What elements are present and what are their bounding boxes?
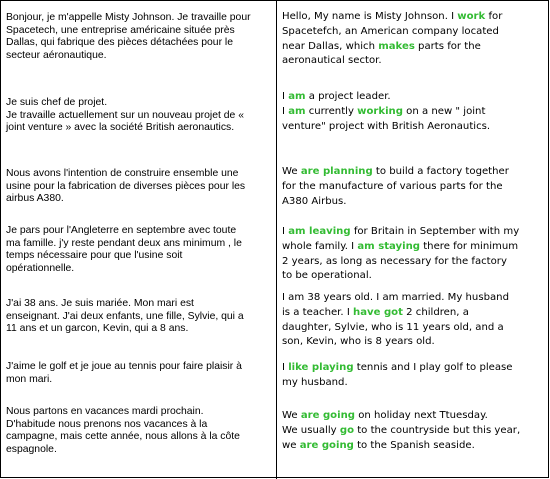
english-text-line xyxy=(282,255,546,270)
text-segment: on a new " joint xyxy=(402,105,486,117)
highlighted-verb: like playing xyxy=(288,362,354,373)
english-text-line xyxy=(282,90,546,105)
highlighted-verb: go xyxy=(339,424,355,436)
french-text-line: Bonjour, je m'appelle Misty Johnson. Je travaille pour xyxy=(6,12,251,23)
french-text-line: 11 ans et un garcon, Kevin, qui a 8 ans. xyxy=(6,323,189,335)
french-text-line: espagnole. xyxy=(6,444,57,456)
english-text-line xyxy=(282,120,546,135)
text-segment: for the manufacture of various parts for the xyxy=(282,180,503,192)
text-segment: Hello, My name is Misty Johnson. I xyxy=(282,11,458,22)
english-text-line xyxy=(282,269,546,284)
english-text-cell xyxy=(282,361,546,391)
highlighted-verb: have got xyxy=(353,306,403,318)
english-text-line xyxy=(282,25,546,40)
english-text-line xyxy=(282,361,546,376)
text-segment: to build a factory together xyxy=(372,166,509,177)
text-segment: A380 Airbus. xyxy=(282,195,347,207)
text-segment: to the countryside but this year, xyxy=(354,424,521,436)
text-segment: parts for the xyxy=(414,40,481,52)
text-segment: whole family. I xyxy=(282,240,358,252)
french-text-line: D'habitude nous prenons nos vacances à la xyxy=(6,418,208,430)
french-text-line: ma famille. j'y reste pendant deux ans minimum , le xyxy=(6,237,242,249)
french-text-line: Je travaille actuellement sur un nouveau projet de « xyxy=(6,109,244,121)
french-text-cell xyxy=(6,298,270,336)
french-text-line: Dallas, qui fabrique des pièces détachées pour le xyxy=(6,37,234,49)
text-segment: son, Kevin, who is 8 years old. xyxy=(282,336,435,348)
text-segment: I xyxy=(282,91,289,102)
english-text-line xyxy=(282,335,546,350)
french-text-cell xyxy=(6,361,270,386)
french-text-line: usine pour la fabrication de diverses pièces pour les xyxy=(6,180,246,192)
text-segment: on holiday next Ttuesday. xyxy=(355,410,488,421)
french-text-line: Nous avons l'intention de construire ensemble une xyxy=(6,168,239,179)
text-segment: to the Spanish seaside. xyxy=(353,439,475,451)
english-text-line xyxy=(282,10,546,25)
english-text-line xyxy=(282,225,546,240)
french-text-line: temps nécessaire pour que l'usine soit xyxy=(6,250,183,262)
english-text-line xyxy=(282,439,546,454)
english-text-line xyxy=(282,40,546,55)
text-segment: for xyxy=(485,11,503,22)
english-text-line xyxy=(282,291,546,306)
highlighted-verb: am staying xyxy=(357,240,421,252)
french-text-line: Je pars pour l'Angleterre en septembre avec toute xyxy=(6,225,237,236)
english-text-cell xyxy=(282,409,546,453)
text-segment: we xyxy=(282,439,300,451)
text-segment: 2 children, a xyxy=(402,306,469,318)
english-text-cell xyxy=(282,10,546,69)
column-divider xyxy=(276,1,277,479)
highlighted-verb: work xyxy=(457,11,486,22)
english-text-line xyxy=(282,376,546,391)
french-text-line: enseignant. J'ai deux enfants, une fille, Sylvie, qui a xyxy=(6,310,244,322)
french-text-line: campagne, mais cette année, nous allons à la côte xyxy=(6,431,240,443)
french-text-line: Spacetech, une entreprise américaine située près xyxy=(6,24,235,36)
french-text-line: secteur aéronautique. xyxy=(6,50,107,62)
highlighted-verb: are going xyxy=(299,439,354,451)
highlighted-verb: am leaving xyxy=(288,226,351,237)
french-text-cell xyxy=(6,168,270,206)
text-segment: I xyxy=(282,226,289,237)
text-segment: We usually xyxy=(282,424,340,436)
english-text-line xyxy=(282,409,546,424)
english-text-line xyxy=(282,54,546,69)
text-segment: 2 years, as long as necessary for the factory xyxy=(282,255,507,267)
english-text-line xyxy=(282,165,546,180)
english-text-line xyxy=(282,424,546,439)
english-text-line xyxy=(282,105,546,120)
french-text-cell xyxy=(6,225,270,276)
highlighted-verb: are planning xyxy=(300,166,373,177)
french-text-line: opérationnelle. xyxy=(6,263,75,275)
text-segment: a project leader. xyxy=(305,91,391,102)
text-segment: Spacetefch, an American company located xyxy=(282,25,499,37)
french-text-cell xyxy=(6,406,270,457)
english-text-cell xyxy=(282,165,546,209)
french-text-line: mon mari. xyxy=(6,373,53,385)
english-text-line xyxy=(282,195,546,210)
highlighted-verb: makes xyxy=(378,40,415,52)
french-text-cell xyxy=(6,12,270,63)
highlighted-verb: am xyxy=(288,91,306,102)
english-text-line xyxy=(282,180,546,195)
highlighted-verb: working xyxy=(357,105,403,117)
text-segment: tennis and I play golf to please xyxy=(353,362,513,373)
french-text-line: Je suis chef de projet. xyxy=(6,97,108,108)
english-text-cell xyxy=(282,90,546,134)
text-segment: my husband. xyxy=(282,376,348,388)
text-segment: I xyxy=(282,362,289,373)
english-text-line xyxy=(282,306,546,321)
french-text-cell xyxy=(6,97,270,135)
text-segment: We xyxy=(282,410,301,421)
english-text-line xyxy=(282,240,546,255)
french-text-line: airbus A380. xyxy=(6,193,64,205)
english-text-line xyxy=(282,321,546,336)
text-segment: near Dallas, which xyxy=(282,40,379,52)
text-segment: currently xyxy=(305,105,358,117)
text-segment: there for minimum xyxy=(420,240,519,252)
text-segment: venture" project with British Aeronautics. xyxy=(282,120,491,132)
text-segment: I am 38 years old. I am married. My husband xyxy=(282,292,509,303)
highlighted-verb: am xyxy=(288,105,306,117)
highlighted-verb: are going xyxy=(300,410,355,421)
text-segment: aeronautical sector. xyxy=(282,55,382,67)
english-text-cell xyxy=(282,225,546,284)
english-text-cell xyxy=(282,291,546,350)
french-text-line: Nous partons en vacances mardi prochain. xyxy=(6,406,204,417)
text-segment: I xyxy=(282,105,289,117)
text-segment: for Britain in September with my xyxy=(350,226,520,237)
french-text-line: J'aime le golf et je joue au tennis pour faire plaisir à xyxy=(6,361,242,372)
french-text-line: joint venture » avec la société British aeronautics. xyxy=(6,122,235,134)
french-text-line: J'ai 38 ans. Je suis mariée. Mon mari est xyxy=(6,298,194,309)
text-segment: is a teacher. I xyxy=(282,306,354,318)
text-segment: We xyxy=(282,166,301,177)
text-segment: to be operational. xyxy=(282,270,372,282)
text-segment: daughter, Sylvie, who is 11 years old, and a xyxy=(282,321,504,333)
